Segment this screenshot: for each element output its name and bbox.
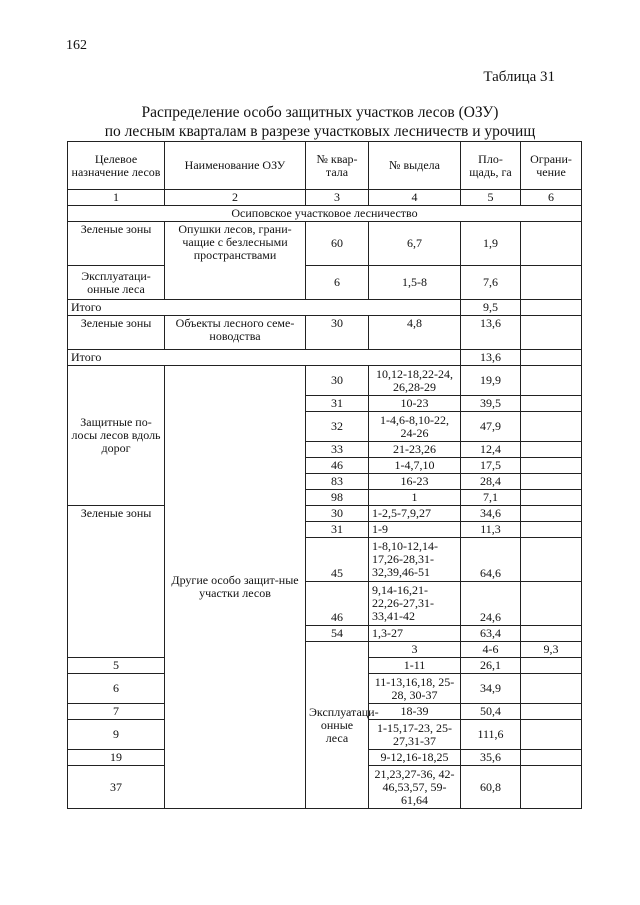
area-cell: 60,8 [461, 766, 521, 809]
quarter-cell: 83 [306, 474, 369, 490]
header-number: 6 [521, 190, 582, 206]
vydel-cell: 1-15,17-23, 25-27,31-37 [369, 720, 461, 750]
restriction-cell [521, 474, 582, 490]
quarter-cell: 46 [306, 458, 369, 474]
restriction-cell [521, 750, 582, 766]
vydel-cell: 10-23 [369, 396, 461, 412]
vydel-cell: 1 [369, 490, 461, 506]
section-row [68, 206, 582, 222]
area-cell: 34,9 [461, 674, 521, 704]
restriction-cell [521, 522, 582, 538]
quarter-cell: 33 [306, 442, 369, 458]
restriction-cell [521, 316, 582, 350]
table-title-line2: по лесным кварталам в разрезе участковых лесничеств и урочищ [104, 123, 536, 140]
quarter-cell: 45 [306, 538, 369, 582]
table-label: Таблица 31 [483, 69, 555, 85]
vydel-cell: 1,5-8 [369, 266, 461, 300]
table-row [68, 222, 582, 266]
restriction-cell [521, 490, 582, 506]
purpose-cell: Защитные по-лосы лесов вдоль дорог [68, 366, 165, 506]
quarter-cell: 30 [306, 316, 369, 350]
header-number: 1 [68, 190, 165, 206]
total-row [68, 350, 582, 366]
purpose-cell: Зеленые зоны [68, 222, 165, 266]
restriction-cell [521, 582, 582, 626]
restriction-cell [521, 350, 582, 366]
header-quarter: № квар-тала [306, 142, 369, 190]
header-restriction: Ограни-чение [521, 142, 582, 190]
table-row [68, 266, 582, 300]
header-purpose: Целевое назначение лесов [68, 142, 165, 190]
header-number: 4 [369, 190, 461, 206]
quarter-cell: 6 [306, 266, 369, 300]
vydel-cell: 11-13,16,18, 25-28, 30-37 [369, 674, 461, 704]
quarter-cell: 7 [68, 704, 165, 720]
table-row [68, 506, 582, 522]
area-cell: 35,6 [461, 750, 521, 766]
restriction-cell [521, 412, 582, 442]
area-cell: 50,4 [461, 704, 521, 720]
vydel-cell: 18-39 [369, 704, 461, 720]
purpose-cell: Зеленые зоны [68, 506, 165, 658]
vydel-cell: 1-4,6-8,10-22, 24-26 [369, 412, 461, 442]
area-cell: 39,5 [461, 396, 521, 412]
area-cell: 34,6 [461, 506, 521, 522]
vydel-cell: 1-2,5-7,9,27 [369, 506, 461, 522]
area-cell: 7,6 [461, 266, 521, 300]
restriction-cell [521, 626, 582, 642]
restriction-cell [521, 704, 582, 720]
area-cell: 12,4 [461, 442, 521, 458]
restriction-cell [521, 674, 582, 704]
section-title: Осиповское участковое лесничество [68, 206, 582, 222]
area-cell: 19,9 [461, 366, 521, 396]
quarter-cell: 54 [306, 626, 369, 642]
area-cell: 64,6 [461, 538, 521, 582]
area-cell: 1,9 [461, 222, 521, 266]
vydel-cell: 9,14-16,21-22,26-27,31-33,41-42 [369, 582, 461, 626]
quarter-cell: 32 [306, 412, 369, 442]
total-label: Итого [68, 350, 461, 366]
restriction-cell [521, 222, 582, 266]
vydel-cell: 16-23 [369, 474, 461, 490]
quarter-cell: 19 [68, 750, 165, 766]
header-number: 5 [461, 190, 521, 206]
header-number-row [68, 190, 582, 206]
header-vydel: № выдела [369, 142, 461, 190]
table-title-line1: Распределение особо защитных участков лесов (ОЗУ) [141, 104, 499, 121]
area-cell: 28,4 [461, 474, 521, 490]
ozu-name-cell: Другие особо защит-ные участки лесов [165, 366, 306, 809]
header-number: 2 [165, 190, 306, 206]
ozu-table [67, 141, 582, 809]
header-ozu-name: Наименование ОЗУ [165, 142, 306, 190]
restriction-cell [521, 720, 582, 750]
header-row [68, 142, 582, 190]
purpose-cell: Зеленые зоны [68, 316, 165, 350]
vydel-cell: 10,12-18,22-24, 26,28-29 [369, 366, 461, 396]
purpose-cell: Эксплуатаци-онные леса [306, 642, 369, 809]
vydel-cell: 4,8 [369, 316, 461, 350]
total-value: 9,5 [461, 300, 521, 316]
vydel-cell: 1,3-27 [369, 626, 461, 642]
ozu-name-cell: Объекты лесного семе-новодства [165, 316, 306, 350]
table-row [68, 366, 582, 396]
restriction-cell [521, 396, 582, 412]
restriction-cell [521, 506, 582, 522]
area-cell: 7,1 [461, 490, 521, 506]
header-area: Пло-щадь, га [461, 142, 521, 190]
total-row [68, 300, 582, 316]
ozu-name-cell: Опушки лесов, грани-чащие с безлесными пространствами [165, 222, 306, 300]
quarter-cell: 6 [68, 674, 165, 704]
quarter-cell: 3 [369, 642, 461, 658]
quarter-cell: 31 [306, 396, 369, 412]
restriction-cell [521, 766, 582, 809]
quarter-cell: 98 [306, 490, 369, 506]
quarter-cell: 46 [306, 582, 369, 626]
purpose-cell: Эксплуатаци-онные леса [68, 266, 165, 300]
area-cell: 47,9 [461, 412, 521, 442]
restriction-cell [521, 658, 582, 674]
vydel-cell: 1-4,7,10 [369, 458, 461, 474]
restriction-cell [521, 538, 582, 582]
vydel-cell: 1-9 [369, 522, 461, 538]
quarter-cell: 31 [306, 522, 369, 538]
restriction-cell [521, 442, 582, 458]
area-cell: 63,4 [461, 626, 521, 642]
area-cell: 9,3 [521, 642, 582, 658]
restriction-cell [521, 266, 582, 300]
restriction-cell [521, 300, 582, 316]
area-cell: 111,6 [461, 720, 521, 750]
quarter-cell: 9 [68, 720, 165, 750]
area-cell: 11,3 [461, 522, 521, 538]
header-number: 3 [306, 190, 369, 206]
restriction-cell [521, 458, 582, 474]
vydel-cell: 1-11 [369, 658, 461, 674]
quarter-cell: 30 [306, 506, 369, 522]
vydel-cell: 4-6 [461, 642, 521, 658]
vydel-cell: 1-8,10-12,14-17,26-28,31-32,39,46-51 [369, 538, 461, 582]
area-cell: 26,1 [461, 658, 521, 674]
restriction-cell [521, 366, 582, 396]
quarter-cell: 5 [68, 658, 165, 674]
area-cell: 24,6 [461, 582, 521, 626]
vydel-cell: 21-23,26 [369, 442, 461, 458]
vydel-cell: 21,23,27-36, 42-46,53,57, 59-61,64 [369, 766, 461, 809]
total-value: 13,6 [461, 350, 521, 366]
table-row [68, 316, 582, 350]
quarter-cell: 60 [306, 222, 369, 266]
area-cell: 13,6 [461, 316, 521, 350]
vydel-cell: 6,7 [369, 222, 461, 266]
vydel-cell: 9-12,16-18,25 [369, 750, 461, 766]
quarter-cell: 30 [306, 366, 369, 396]
total-label: Итого [68, 300, 461, 316]
quarter-cell: 37 [68, 766, 165, 809]
area-cell: 17,5 [461, 458, 521, 474]
page-number: 162 [66, 38, 87, 53]
